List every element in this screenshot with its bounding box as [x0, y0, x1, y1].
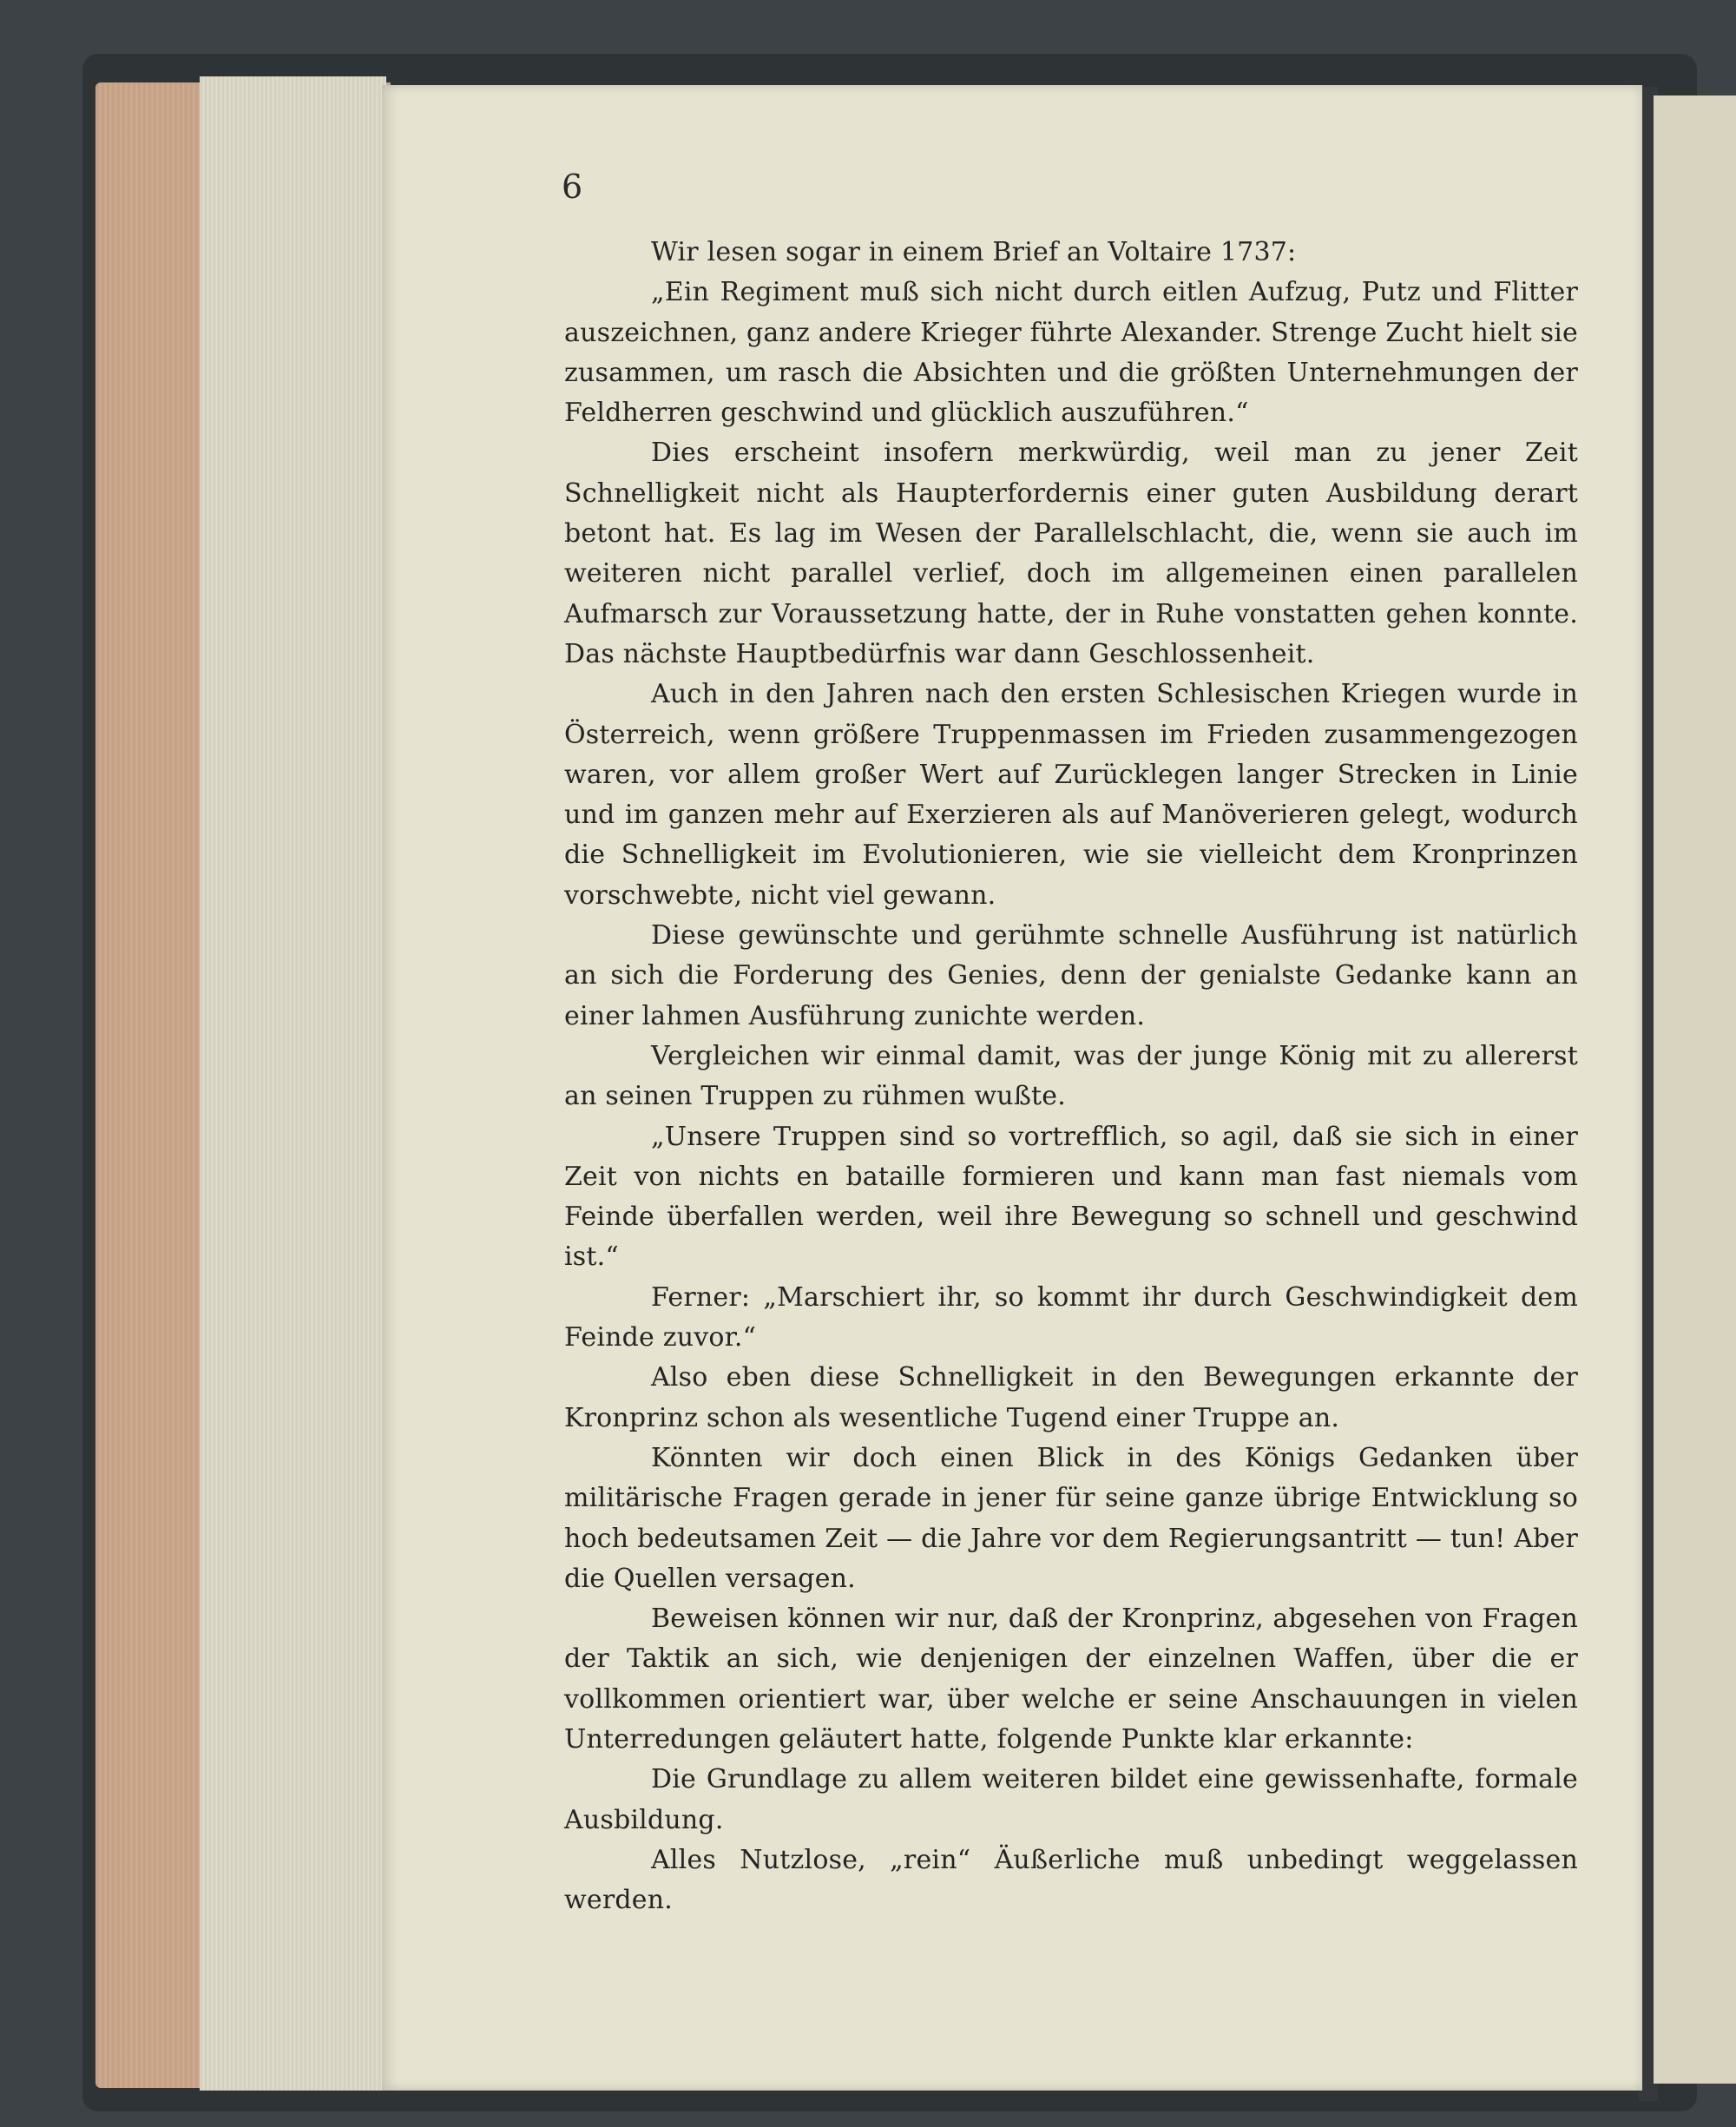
paragraph: „Ein Regiment muß sich nicht durch eitlen Aufzug, Putz und Flitter auszeichnen, ganz andere Krieger führte Alexander. Strenge Zucht hielt sie zusammen, um rasch die Absichten und die größten Unternehmungen der Feldherren geschwind und glücklich auszuführen.“ — [564, 277, 1578, 429]
paragraph: Diese gewünschte und gerühmte schnelle Ausführung ist natürlich an sich die Forderung des Genies, denn der genialste Gedanke kann an einer lahmen Ausführung zunichte werden. — [564, 920, 1578, 1031]
paragraph: Ferner: „Marschiert ihr, so kommt ihr durch Geschwindigkeit dem Feinde zuvor.“ — [564, 1281, 1578, 1353]
paragraph: Vergleichen wir einmal damit, was der junge König mit zu allererst an seinen Truppen zu rühmen wußte. — [564, 1040, 1578, 1112]
paragraph: Wir lesen sogar in einem Brief an Voltaire 1737: — [651, 237, 1297, 267]
page-edges-inner — [200, 76, 386, 2091]
book-page — [382, 85, 1642, 2091]
paragraph: Auch in den Jahren nach den ersten Schlesischen Kriegen wurde in Österreich, wenn größere Truppenmassen im Frieden zusammengezogen waren, vor allem großer Wert auf Zurücklegen langer Strecken in Linie und im ganzen mehr auf Exerzieren als auf Manöverieren gelegt, wodurch die Schnelligkeit im Evolutionieren, wie sie vielleicht dem Kronprinzen vorschwebte, nicht viel gewann. — [564, 679, 1578, 911]
page-text — [564, 233, 1578, 1920]
page-number: 6 — [562, 168, 583, 206]
paragraph: Könnten wir doch einen Blick in des Königs Gedanken über militärische Fragen gerade in jener für seine ganze übrige Entwicklung so hoch bedeutsamen Zeit — die Jahre vor dem Regierungsantritt — tun! Aber die Quellen versagen. — [564, 1442, 1578, 1594]
paragraph: Also eben diese Schnelligkeit in den Bewegungen erkannte der Kronprinz schon als wesentliche Tugend einer Truppe an. — [564, 1362, 1578, 1433]
paragraph: Beweisen können wir nur, daß der Kronprinz, abgesehen von Fragen der Taktik an sich, wie denjenigen der einzelnen Waffen, über die er vollkommen orientiert war, über welche er seine Anschauungen in vielen Unterredungen geläutert hatte, folgende Punkte klar erkannte: — [564, 1603, 1578, 1755]
paragraph: Alles Nutzlose, „rein“ Äußerliche muß unbedingt weggelassen werden. — [564, 1844, 1578, 1916]
paragraph: „Unsere Truppen sind so vortrefflich, so agil, daß sie sich in einer Zeit von nichts en bataille formieren und kann man fast niemals vom Feinde überfallen werden, weil ihre Bewegung so schnell und geschwind ist.“ — [564, 1121, 1578, 1273]
paragraph: Dies erscheint insofern merkwürdig, weil man zu jener Zeit Schnelligkeit nicht als Haupterfordernis einer guten Ausbildung derart betont hat. Es lag im Wesen der Parallelschlacht, die, wenn sie auch im weiteren nicht parallel verlief, doch im allgemeinen einen parallelen Aufmarsch zur Voraussetzung hatte, der in Ruhe vonstatten gehen konnte. Das nächste Hauptbedürfnis war dann Geschlossenheit. — [564, 438, 1578, 669]
paragraph: Die Grundlage zu allem weiteren bildet eine gewissenhafte, formale Ausbildung. — [564, 1764, 1578, 1835]
facing-page — [1654, 95, 1736, 2084]
